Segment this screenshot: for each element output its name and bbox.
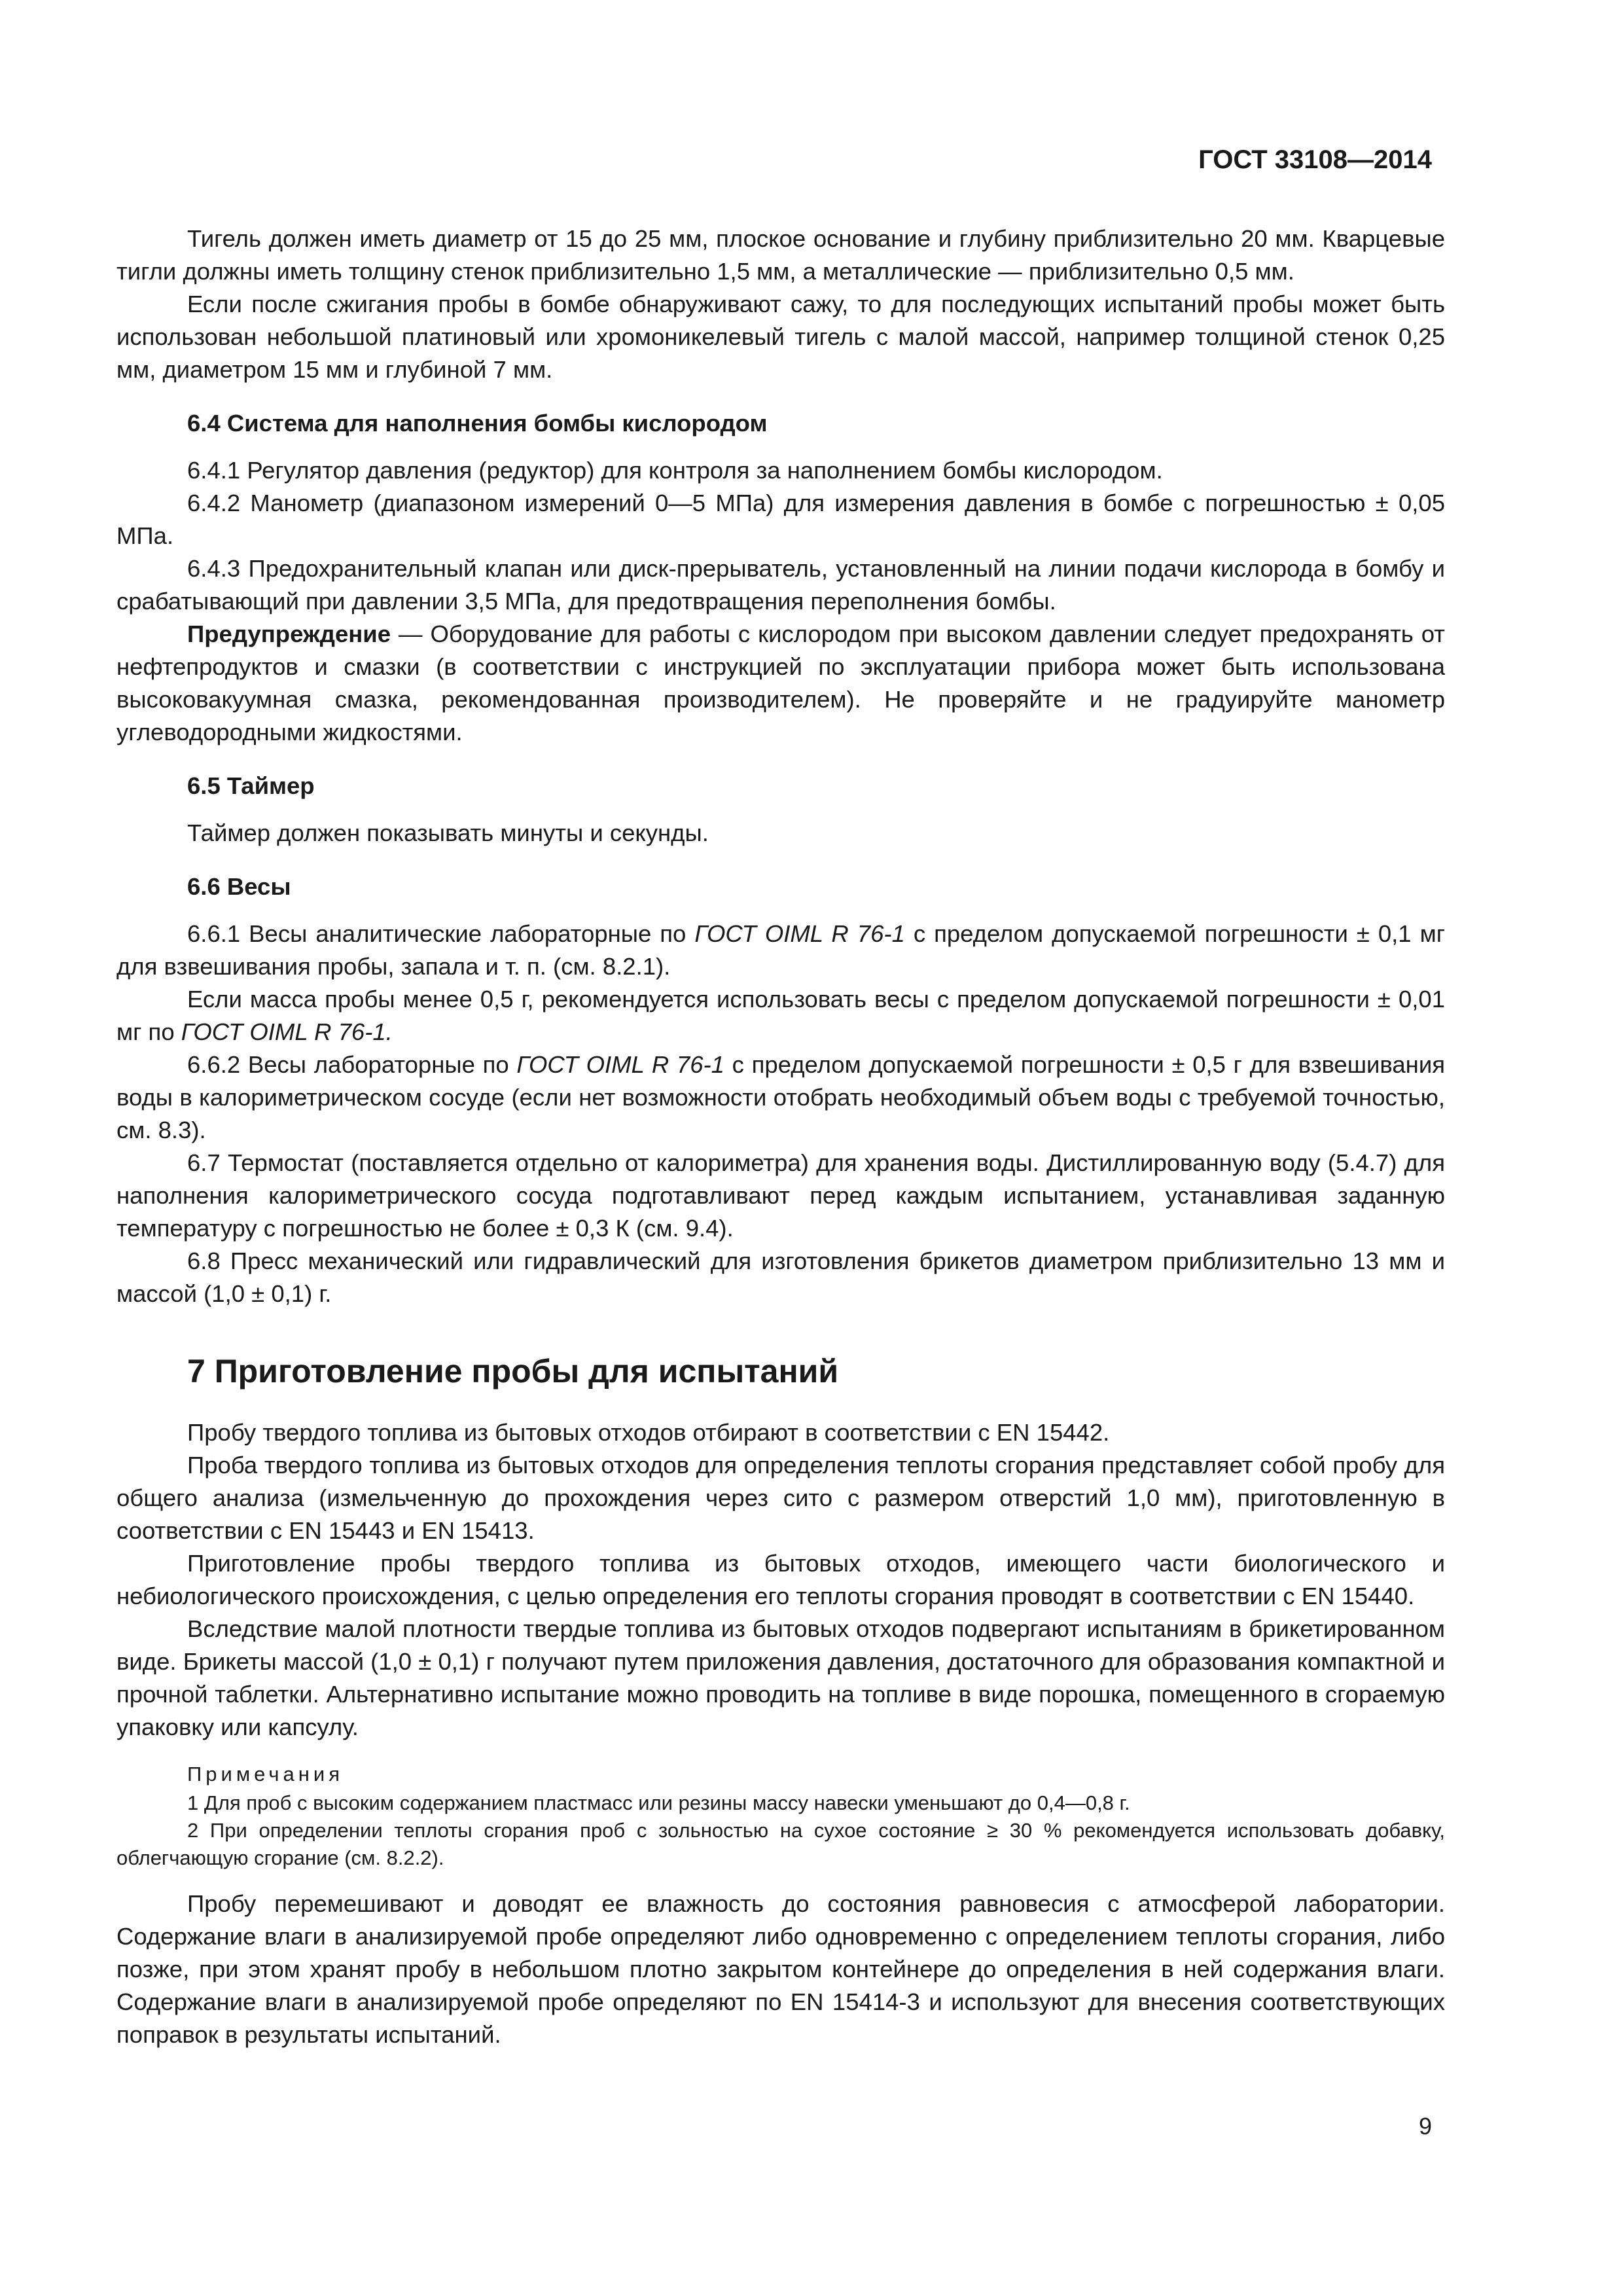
paragraph-6-4-3: 6.4.3 Предохранительный клапан или диск-прерыватель, установленный на линии подачи кислорода в бомбу и срабатывающий при давлении 3,5 МПа, для предотвращения переполнения бомбы. <box>116 555 1445 615</box>
paragraph-6-5: Таймер должен показывать минуты и секунды. <box>187 819 709 846</box>
section-heading-6-4: 6.4 Система для наполнения бомбы кислородом <box>187 410 768 437</box>
notes-block <box>116 1761 1445 1872</box>
paragraph-crucible-dimensions: Тигель должен иметь диаметр от 15 до 25 мм, плоское основание и глубину приблизительно 20 мм. Кварцевые тигли должны иметь толщину стенок приблизительно 1,5 мм, а металлические — приблизительно 0,5 мм. <box>116 225 1445 285</box>
paragraph-crucible-soot: Если после сжигания пробы в бомбе обнаруживают сажу, то для последующих испытаний пробы может быть использован небольшой платиновый или хромоникелевый тигель с малой массой, например толщиной стенок 0,25 мм, диаметром 15 мм и глубиной 7 мм. <box>116 291 1445 383</box>
paragraph-6-4-2: 6.4.2 Манометр (диапазоном измерений 0—5 МПа) для измерения давления в бомбе с погрешностью ± 0,05 МПа. <box>116 490 1445 549</box>
text-fragment: 6.6.2 Весы лабораторные по <box>187 1051 517 1078</box>
document-id-header: ГОСТ 33108—2014 <box>1198 145 1432 174</box>
paragraph-6-6-1-small-mass <box>116 983 1445 1049</box>
paragraph-6-6-2 <box>116 1049 1445 1147</box>
paragraph-warning <box>116 618 1445 749</box>
notes-title: Примечания <box>187 1763 344 1785</box>
paragraph-6-6-1 <box>116 918 1445 983</box>
section-heading-6-5: 6.5 Таймер <box>187 772 315 799</box>
text-fragment: с пределом допускаемой погрешности ± 0,1 мг для взвешивания пробы, запала и т. п. (см. 8.2.1). <box>116 920 1446 980</box>
page-number: 9 <box>1418 2113 1432 2140</box>
note-1: 1 Для проб с высоким содержанием пластмасс или резины массу навески уменьшают до 0,4—0,8 г. <box>187 1791 1130 1814</box>
paragraph-7-moisture: Пробу перемешивают и доводят ее влажность до состояния равновесия с атмосферой лаборатории. Содержание влаги в анализируемой пробе определяют либо одновременно с определением теплоты сгорания, либо позже, при этом хранят пробу в небольшом плотно закрытом контейнере до определения в ней содержания влаги. Содержание влаги в анализируемой пробе определяют по EN 15414-3 и используют для внесения соответствующих поправок в результаты испытаний. <box>116 1890 1445 2048</box>
paragraph-7-sampling: Пробу твердого топлива из бытовых отходов отбирают в соответствии с EN 15442. <box>187 1419 1110 1446</box>
standard-reference: ГОСТ OIML R 76-1. <box>181 1018 393 1045</box>
paragraph-7-briquettes: Вследствие малой плотности твердые топлива из бытовых отходов подвергают испытаниям в брикетированном виде. Брикеты массой (1,0 ± 0,1) г получают путем приложения давления, достаточного для образования компактной и прочной таблетки. Альтернативно испытание можно проводить на топливе в виде порошка, помещенного в сгораемую упаковку или капсулу. <box>116 1615 1445 1740</box>
paragraph-6-7: 6.7 Термостат (поставляется отдельно от калориметра) для хранения воды. Дистиллированную воду (5.4.7) для наполнения калориметрического сосуда подготавливают перед каждым испытанием, устанавливая заданную температуру с погрешностью не более ± 0,3 К (см. 9.4). <box>116 1149 1445 1242</box>
paragraph-6-8: 6.8 Пресс механический или гидравлический для изготовления брикетов диаметром приблизительно 13 мм и массой (1,0 ± 0,1) г. <box>116 1247 1445 1307</box>
note-2: 2 При определении теплоты сгорания проб с зольностью на сухое состояние ≥ 30 % рекомендуется использовать добавку, облегчающую сгорание (см. 8.2.2). <box>116 1819 1445 1869</box>
paragraph-7-analysis-sample: Проба твердого топлива из бытовых отходов для определения теплоты сгорания представляет собой пробу для общего анализа (измельченную до прохождения через сито с размером отверстий 1,0 мм), приготовленную в соответствии с EN 15443 и EN 15413. <box>116 1452 1445 1544</box>
standard-reference: ГОСТ OIML R 76-1 <box>516 1051 724 1078</box>
text-fragment: Если масса пробы менее 0,5 г, рекомендуется использовать весы с пределом допускаемой погрешности ± 0,01 мг по <box>116 986 1445 1045</box>
paragraph-6-4-1: 6.4.1 Регулятор давления (редуктор) для контроля за наполнением бомбы кислородом. <box>187 457 1163 484</box>
document-body <box>116 223 1445 2051</box>
text-fragment: 6.6.1 Весы аналитические лабораторные по <box>187 920 695 947</box>
section-heading-6-6: 6.6 Весы <box>187 873 291 900</box>
warning-text: — Оборудование для работы с кислородом при высоком давлении следует предохранять от нефтепродуктов и смазки (в соответствии с инструкцией по эксплуатации прибора может быть использована высоковакуумная смазка, рекомендованная производителем). Не проверяйте и не градуируйте манометр углеводородными жидкостями. <box>116 620 1445 745</box>
warning-label: Предупреждение <box>187 620 391 647</box>
section-heading-7: 7 Приготовление пробы для испытаний <box>187 1353 839 1390</box>
paragraph-7-preparation: Приготовление пробы твердого топлива из бытовых отходов, имеющего части биологического и небиологического происхождения, с целью определения его теплоты сгорания проводят в соответствии с EN 15440. <box>116 1550 1445 1609</box>
text-fragment: с пределом допускаемой погрешности ± 0,5 г для взвешивания воды в калориметрическом сосуде (если нет возможности отобрать необходимый объем воды с требуемой точностью, см. 8.3). <box>116 1051 1445 1143</box>
standard-reference: ГОСТ OIML R 76-1 <box>694 920 905 947</box>
